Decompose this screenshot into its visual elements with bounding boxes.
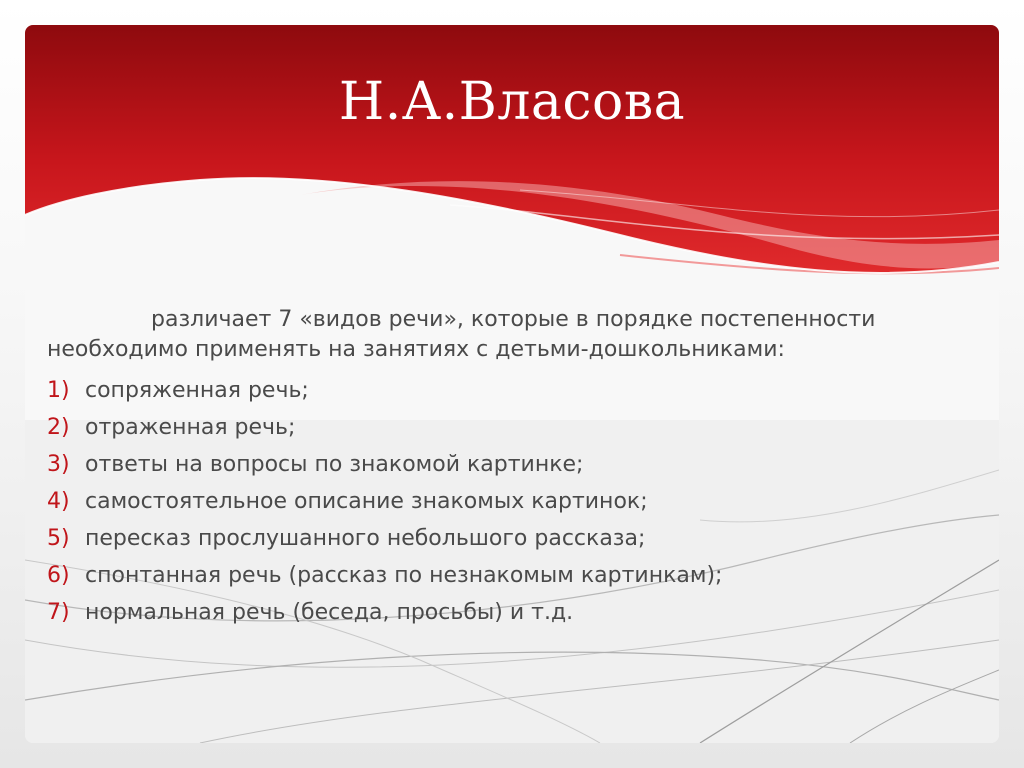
list-item — [47, 594, 997, 631]
speech-types-list — [47, 372, 997, 631]
item-text: отраженная речь; — [85, 415, 296, 440]
item-text: сопряженная речь; — [85, 378, 309, 403]
list-item — [47, 557, 997, 594]
slide-title — [0, 72, 1024, 132]
title-text: Н.А.Власова — [338, 72, 686, 132]
item-number: 5) — [47, 526, 70, 551]
item-text: ответы на вопросы по знакомой картинке; — [85, 452, 584, 477]
item-number: 3) — [47, 452, 70, 477]
item-text: самостоятельное описание знакомых картинок; — [85, 489, 648, 514]
item-text: нормальная речь (беседа, просьбы) и т.д. — [85, 600, 574, 625]
item-number: 7) — [47, 600, 70, 625]
list-item — [47, 446, 997, 483]
list-item — [47, 372, 997, 409]
item-text: спонтанная речь (рассказ по незнакомым картинкам); — [85, 563, 723, 588]
item-number: 2) — [47, 415, 70, 440]
item-text: пересказ прослушанного небольшого рассказа; — [85, 526, 646, 551]
item-number: 1) — [47, 378, 70, 403]
list-item — [47, 520, 997, 557]
list-item — [47, 483, 997, 520]
list-item — [47, 409, 997, 446]
item-number: 4) — [47, 489, 70, 514]
item-number: 6) — [47, 563, 70, 588]
intro-paragraph: различает 7 «видов речи», которые в порядке постепенности необходимо применять на занятиях с детьми-дошкольниками: — [47, 307, 876, 362]
